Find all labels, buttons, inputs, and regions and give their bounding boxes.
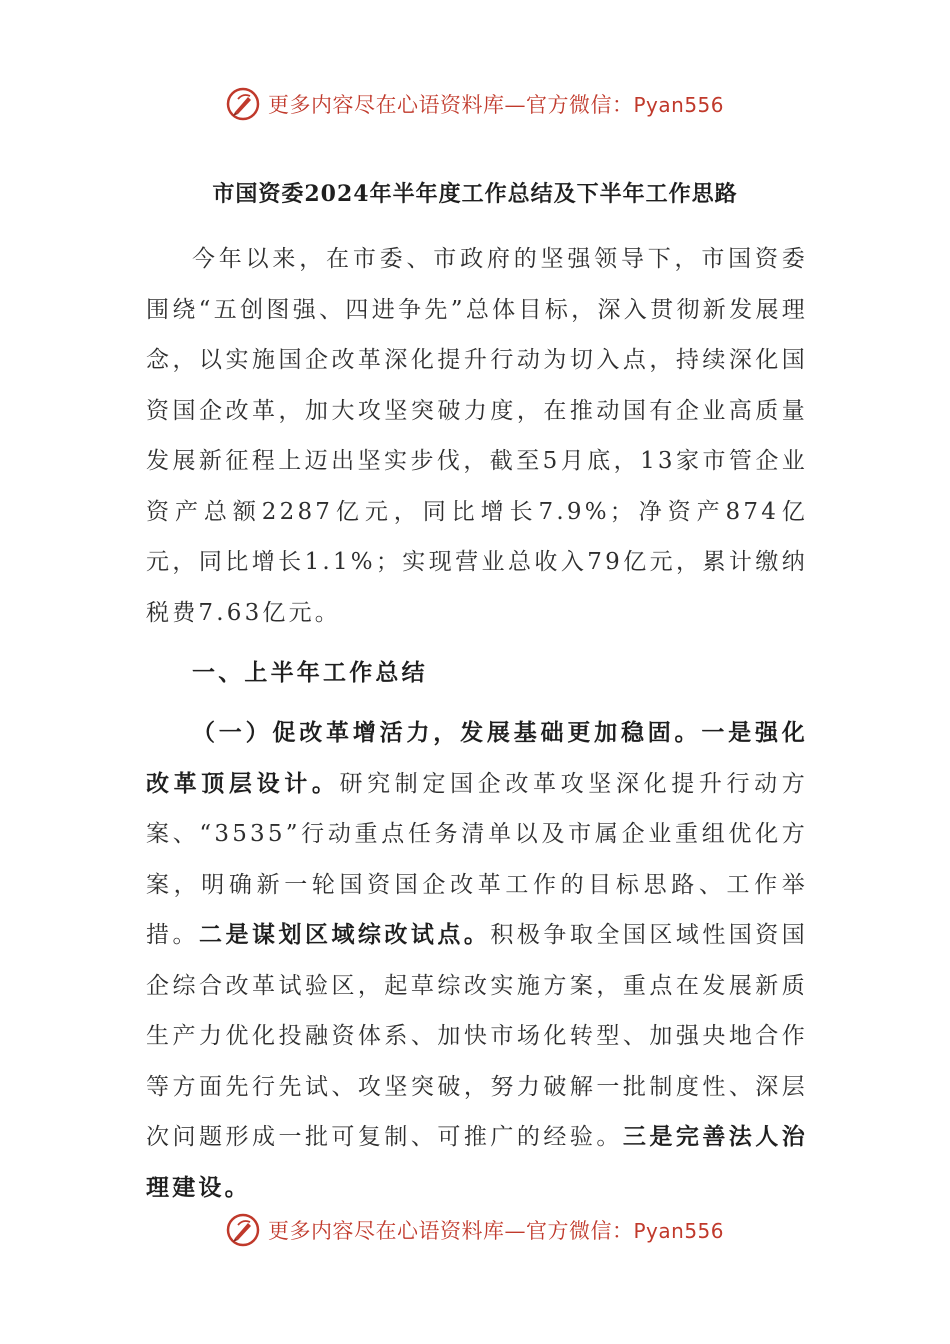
section-text-2: 积极争取全国区域性国资国企综合改革试验区，起草综改实施方案，重点在发展新质生产力优化投融资体系、加快市场化转型、加强央地合作等方面先行先试、攻坚突破，努力破解一批制度性、深层次问题形成一批可复制、可推广的经验。: [146, 922, 808, 1150]
section-text-1: 研究制定国企改革攻坚深化提升行动方案、“3535”行动重点任务清单以及市属企业重组优化方案，明确新一轮国资国企改革工作的目标思路、工作举措。: [146, 770, 809, 948]
watermark-text: 更多内容尽在心语资料库—官方微信：Pyan556: [267, 93, 724, 117]
header-watermark: [0, 84, 950, 124]
section-paragraph: [146, 708, 808, 1213]
section-bold-2: 二是谋划区域综改试点。: [198, 921, 491, 948]
document-body: [146, 234, 808, 1213]
watermark-text: 更多内容尽在心语资料库—官方微信：Pyan556: [267, 1219, 724, 1243]
pen-logo-icon: [226, 87, 260, 121]
footer-watermark: [0, 1210, 950, 1250]
document-title: 市国资委2024年半年度工作总结及下半年工作思路: [212, 181, 738, 207]
section-heading: 一、上半年工作总结: [192, 659, 428, 686]
section-lead-bold: （一）促改革增活力，发展基础更加稳固。一是强化改革顶层设计。: [146, 719, 808, 797]
pen-logo-icon: [226, 1213, 260, 1247]
section-bold-3: 三是完善法人治理建设。: [146, 1123, 808, 1201]
intro-paragraph: 今年以来，在市委、市政府的坚强领导下，市国资委围绕“五创图强、四进争先”总体目标，深入贯彻新发展理念，以实施国企改革深化提升行动为切入点，持续深化国资国企改革，加大攻坚突破力度，在推动国有企业高质量发展新征程上迈出坚实步伐，截至5月底，13家市管企业资产总额2287亿元，同比增长7.9%；净资产874亿元，同比增长1.1%；实现营业总收入79亿元，累计缴纳税费7.63亿元。: [146, 246, 808, 626]
